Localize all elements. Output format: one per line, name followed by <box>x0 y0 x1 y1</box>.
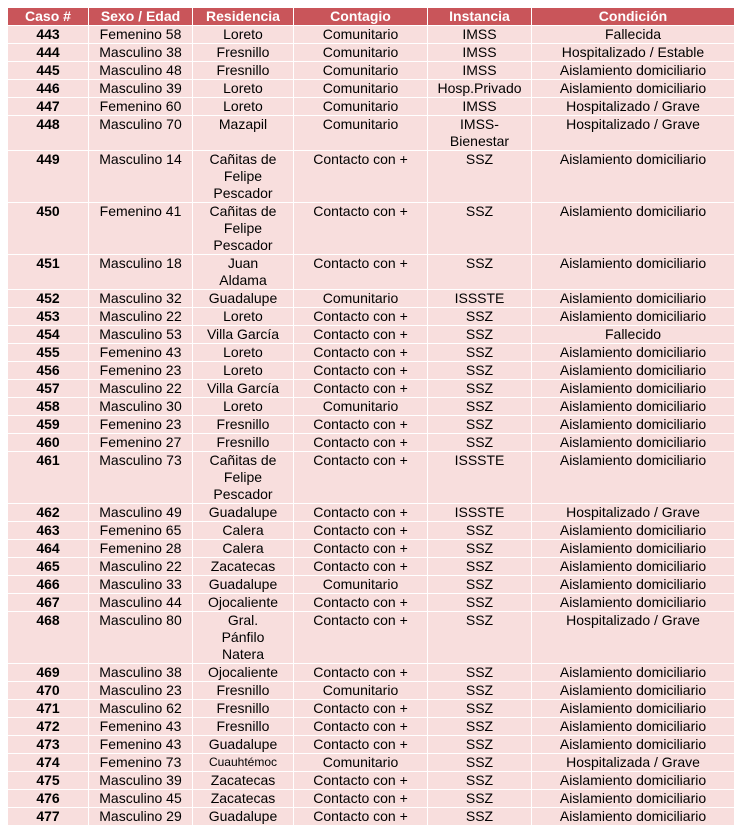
cell-condicion: Aislamiento domiciliario <box>532 434 735 452</box>
cell-condicion: Aislamiento domiciliario <box>532 62 735 80</box>
cell-caso: 447 <box>8 98 89 116</box>
table-row <box>8 416 735 434</box>
header-caso: Caso # <box>8 8 89 26</box>
cell-contagio: Contacto con + <box>294 772 428 790</box>
cell-residencia: Loreto <box>193 344 294 362</box>
cell-condicion: Aislamiento domiciliario <box>532 203 735 255</box>
cell-caso: 461 <box>8 452 89 504</box>
table-row <box>8 203 735 255</box>
table-row <box>8 308 735 326</box>
cell-residencia: Villa García <box>193 380 294 398</box>
cell-caso: 453 <box>8 308 89 326</box>
cell-caso: 466 <box>8 576 89 594</box>
cell-condicion: Hospitalizado / Grave <box>532 612 735 664</box>
cell-caso: 445 <box>8 62 89 80</box>
cell-caso: 471 <box>8 700 89 718</box>
cell-residencia: Loreto <box>193 26 294 44</box>
cell-sexo-edad: Masculino 80 <box>89 612 193 664</box>
cell-condicion: Hospitalizado / Grave <box>532 98 735 116</box>
cell-condicion: Aislamiento domiciliario <box>532 398 735 416</box>
cell-condicion: Hospitalizada / Grave <box>532 754 735 772</box>
cell-sexo-edad: Femenino 60 <box>89 98 193 116</box>
table-row <box>8 362 735 380</box>
cell-condicion: Hospitalizado / Grave <box>532 116 735 151</box>
table-header <box>8 8 735 26</box>
cell-condicion: Aislamiento domiciliario <box>532 790 735 808</box>
cell-caso: 460 <box>8 434 89 452</box>
cell-residencia: Loreto <box>193 308 294 326</box>
cell-caso: 469 <box>8 664 89 682</box>
cell-residencia: Zacatecas <box>193 790 294 808</box>
cell-contagio: Contacto con + <box>294 790 428 808</box>
cell-instancia: SSZ <box>428 736 532 754</box>
table-row <box>8 700 735 718</box>
table-row <box>8 612 735 664</box>
cell-contagio: Contacto con + <box>294 808 428 826</box>
cell-caso: 475 <box>8 772 89 790</box>
cell-caso: 448 <box>8 116 89 151</box>
cell-contagio: Contacto con + <box>294 308 428 326</box>
cell-instancia: SSZ <box>428 203 532 255</box>
cell-instancia: SSZ <box>428 808 532 826</box>
cell-sexo-edad: Masculino 38 <box>89 664 193 682</box>
cell-caso: 467 <box>8 594 89 612</box>
cell-residencia: Loreto <box>193 362 294 380</box>
cases-table-container <box>7 7 734 826</box>
cell-condicion: Aislamiento domiciliario <box>532 416 735 434</box>
cell-condicion: Aislamiento domiciliario <box>532 682 735 700</box>
table-row <box>8 808 735 826</box>
cell-condicion: Aislamiento domiciliario <box>532 344 735 362</box>
cell-contagio: Contacto con + <box>294 362 428 380</box>
cell-residencia: Mazapil <box>193 116 294 151</box>
cell-instancia: SSZ <box>428 612 532 664</box>
cell-residencia: Zacatecas <box>193 558 294 576</box>
table-row <box>8 452 735 504</box>
cell-instancia: IMSS <box>428 98 532 116</box>
header-row <box>8 8 735 26</box>
cell-contagio: Comunitario <box>294 62 428 80</box>
cell-condicion: Aislamiento domiciliario <box>532 664 735 682</box>
cell-condicion: Aislamiento domiciliario <box>532 808 735 826</box>
cell-residencia: Guadalupe <box>193 808 294 826</box>
cell-instancia: ISSSTE <box>428 290 532 308</box>
cell-contagio: Comunitario <box>294 44 428 62</box>
cell-condicion: Aislamiento domiciliario <box>532 576 735 594</box>
cell-sexo-edad: Masculino 73 <box>89 452 193 504</box>
cell-sexo-edad: Masculino 39 <box>89 772 193 790</box>
cell-condicion: Aislamiento domiciliario <box>532 736 735 754</box>
cell-caso: 476 <box>8 790 89 808</box>
cell-caso: 459 <box>8 416 89 434</box>
cell-sexo-edad: Masculino 53 <box>89 326 193 344</box>
cell-residencia: Calera <box>193 540 294 558</box>
table-row <box>8 576 735 594</box>
cell-caso: 474 <box>8 754 89 772</box>
cell-contagio: Contacto con + <box>294 255 428 290</box>
cell-caso: 462 <box>8 504 89 522</box>
cell-sexo-edad: Masculino 70 <box>89 116 193 151</box>
table-row <box>8 736 735 754</box>
cell-caso: 477 <box>8 808 89 826</box>
cell-residencia: Fresnillo <box>193 718 294 736</box>
cell-instancia: SSZ <box>428 151 532 203</box>
cell-sexo-edad: Masculino 62 <box>89 700 193 718</box>
cell-residencia: Juan Aldama <box>193 255 294 290</box>
cell-caso: 454 <box>8 326 89 344</box>
cell-contagio: Contacto con + <box>294 151 428 203</box>
cell-residencia: Guadalupe <box>193 576 294 594</box>
cell-contagio: Contacto con + <box>294 700 428 718</box>
cell-caso: 465 <box>8 558 89 576</box>
cell-caso: 449 <box>8 151 89 203</box>
cell-residencia: Loreto <box>193 398 294 416</box>
cell-instancia: SSZ <box>428 700 532 718</box>
cell-sexo-edad: Masculino 45 <box>89 790 193 808</box>
cell-instancia: IMSS- Bienestar <box>428 116 532 151</box>
cell-contagio: Contacto con + <box>294 344 428 362</box>
table-row <box>8 380 735 398</box>
header-residencia: Residencia <box>193 8 294 26</box>
cell-sexo-edad: Femenino 43 <box>89 736 193 754</box>
cases-table <box>7 7 735 826</box>
header-condicion: Condición <box>532 8 735 26</box>
cell-caso: 473 <box>8 736 89 754</box>
cell-contagio: Comunitario <box>294 754 428 772</box>
cell-instancia: SSZ <box>428 772 532 790</box>
cell-condicion: Aislamiento domiciliario <box>532 718 735 736</box>
cell-sexo-edad: Femenino 41 <box>89 203 193 255</box>
cell-residencia: Cuauhtémoc <box>193 754 294 772</box>
cell-sexo-edad: Femenino 43 <box>89 718 193 736</box>
header-sexo-edad: Sexo / Edad <box>89 8 193 26</box>
cell-condicion: Aislamiento domiciliario <box>532 308 735 326</box>
cell-sexo-edad: Masculino 33 <box>89 576 193 594</box>
cell-condicion: Hospitalizado / Estable <box>532 44 735 62</box>
cell-contagio: Contacto con + <box>294 416 428 434</box>
table-row <box>8 558 735 576</box>
header-instancia: Instancia <box>428 8 532 26</box>
cell-instancia: IMSS <box>428 26 532 44</box>
cell-residencia: Guadalupe <box>193 290 294 308</box>
cell-residencia: Gral. Pánfilo Natera <box>193 612 294 664</box>
cell-condicion: Aislamiento domiciliario <box>532 290 735 308</box>
cell-contagio: Comunitario <box>294 116 428 151</box>
cell-instancia: IMSS <box>428 44 532 62</box>
cell-residencia: Zacatecas <box>193 772 294 790</box>
cell-sexo-edad: Masculino 29 <box>89 808 193 826</box>
cell-sexo-edad: Masculino 14 <box>89 151 193 203</box>
table-row <box>8 522 735 540</box>
cell-instancia: SSZ <box>428 522 532 540</box>
cell-residencia: Fresnillo <box>193 434 294 452</box>
cell-sexo-edad: Masculino 30 <box>89 398 193 416</box>
cell-sexo-edad: Masculino 22 <box>89 308 193 326</box>
cell-sexo-edad: Femenino 73 <box>89 754 193 772</box>
table-row <box>8 772 735 790</box>
cell-caso: 468 <box>8 612 89 664</box>
table-row <box>8 594 735 612</box>
table-row <box>8 62 735 80</box>
cell-caso: 444 <box>8 44 89 62</box>
cell-condicion: Aislamiento domiciliario <box>532 255 735 290</box>
cell-instancia: Hosp.Privado <box>428 80 532 98</box>
cell-condicion: Aislamiento domiciliario <box>532 772 735 790</box>
cell-sexo-edad: Masculino 22 <box>89 558 193 576</box>
cell-caso: 451 <box>8 255 89 290</box>
cell-caso: 455 <box>8 344 89 362</box>
table-row <box>8 718 735 736</box>
cell-condicion: Aislamiento domiciliario <box>532 380 735 398</box>
cell-contagio: Contacto con + <box>294 664 428 682</box>
cell-condicion: Aislamiento domiciliario <box>532 151 735 203</box>
cell-caso: 456 <box>8 362 89 380</box>
table-body <box>8 26 735 826</box>
cell-sexo-edad: Masculino 32 <box>89 290 193 308</box>
cell-residencia: Ojocaliente <box>193 664 294 682</box>
cell-condicion: Aislamiento domiciliario <box>532 700 735 718</box>
cell-sexo-edad: Masculino 48 <box>89 62 193 80</box>
cell-residencia: Villa García <box>193 326 294 344</box>
cell-instancia: SSZ <box>428 362 532 380</box>
cell-instancia: SSZ <box>428 540 532 558</box>
table-row <box>8 790 735 808</box>
table-row <box>8 326 735 344</box>
cell-instancia: SSZ <box>428 790 532 808</box>
cell-condicion: Aislamiento domiciliario <box>532 540 735 558</box>
table-row <box>8 664 735 682</box>
cell-contagio: Contacto con + <box>294 504 428 522</box>
cell-instancia: SSZ <box>428 434 532 452</box>
cell-sexo-edad: Masculino 39 <box>89 80 193 98</box>
cell-contagio: Contacto con + <box>294 540 428 558</box>
cell-sexo-edad: Masculino 18 <box>89 255 193 290</box>
cell-instancia: SSZ <box>428 416 532 434</box>
cell-sexo-edad: Femenino 23 <box>89 416 193 434</box>
cell-residencia: Calera <box>193 522 294 540</box>
cell-condicion: Fallecida <box>532 26 735 44</box>
cell-contagio: Contacto con + <box>294 594 428 612</box>
table-row <box>8 434 735 452</box>
cell-caso: 472 <box>8 718 89 736</box>
cell-instancia: SSZ <box>428 682 532 700</box>
cell-contagio: Contacto con + <box>294 434 428 452</box>
cell-contagio: Comunitario <box>294 290 428 308</box>
cell-sexo-edad: Masculino 22 <box>89 380 193 398</box>
cell-contagio: Contacto con + <box>294 612 428 664</box>
cell-contagio: Contacto con + <box>294 558 428 576</box>
cell-contagio: Comunitario <box>294 576 428 594</box>
cell-residencia: Fresnillo <box>193 416 294 434</box>
cell-condicion: Aislamiento domiciliario <box>532 362 735 380</box>
table-row <box>8 151 735 203</box>
cell-caso: 443 <box>8 26 89 44</box>
table-row <box>8 44 735 62</box>
table-row <box>8 682 735 700</box>
cell-instancia: ISSSTE <box>428 452 532 504</box>
table-row <box>8 398 735 416</box>
cell-condicion: Aislamiento domiciliario <box>532 80 735 98</box>
cell-contagio: Contacto con + <box>294 452 428 504</box>
cell-contagio: Comunitario <box>294 80 428 98</box>
table-row <box>8 504 735 522</box>
cell-caso: 470 <box>8 682 89 700</box>
cell-sexo-edad: Femenino 27 <box>89 434 193 452</box>
cell-contagio: Contacto con + <box>294 718 428 736</box>
cell-caso: 450 <box>8 203 89 255</box>
cell-condicion: Aislamiento domiciliario <box>532 522 735 540</box>
cell-sexo-edad: Masculino 44 <box>89 594 193 612</box>
table-row <box>8 80 735 98</box>
cell-sexo-edad: Masculino 49 <box>89 504 193 522</box>
cell-residencia: Guadalupe <box>193 504 294 522</box>
cell-contagio: Comunitario <box>294 26 428 44</box>
cell-condicion: Aislamiento domiciliario <box>532 558 735 576</box>
cell-sexo-edad: Femenino 65 <box>89 522 193 540</box>
cell-contagio: Comunitario <box>294 98 428 116</box>
cell-sexo-edad: Masculino 38 <box>89 44 193 62</box>
header-contagio: Contagio <box>294 8 428 26</box>
cell-residencia: Fresnillo <box>193 682 294 700</box>
cell-residencia: Loreto <box>193 98 294 116</box>
cell-instancia: SSZ <box>428 398 532 416</box>
cell-instancia: SSZ <box>428 718 532 736</box>
cell-instancia: SSZ <box>428 754 532 772</box>
cell-residencia: Ojocaliente <box>193 594 294 612</box>
table-row <box>8 255 735 290</box>
cell-contagio: Contacto con + <box>294 326 428 344</box>
cell-instancia: SSZ <box>428 380 532 398</box>
cell-condicion: Aislamiento domiciliario <box>532 452 735 504</box>
cell-instancia: SSZ <box>428 308 532 326</box>
cell-instancia: SSZ <box>428 664 532 682</box>
cell-condicion: Fallecido <box>532 326 735 344</box>
cell-residencia: Cañitas de Felipe Pescador <box>193 203 294 255</box>
cell-residencia: Loreto <box>193 80 294 98</box>
cell-instancia: SSZ <box>428 576 532 594</box>
cell-caso: 458 <box>8 398 89 416</box>
cell-residencia: Fresnillo <box>193 44 294 62</box>
cell-instancia: SSZ <box>428 594 532 612</box>
cell-contagio: Contacto con + <box>294 736 428 754</box>
cell-instancia: SSZ <box>428 344 532 362</box>
cell-instancia: IMSS <box>428 62 532 80</box>
table-row <box>8 754 735 772</box>
cell-sexo-edad: Femenino 43 <box>89 344 193 362</box>
cell-contagio: Contacto con + <box>294 522 428 540</box>
cell-caso: 464 <box>8 540 89 558</box>
cell-contagio: Contacto con + <box>294 380 428 398</box>
table-row <box>8 540 735 558</box>
cell-caso: 446 <box>8 80 89 98</box>
cell-instancia: ISSSTE <box>428 504 532 522</box>
cell-sexo-edad: Femenino 23 <box>89 362 193 380</box>
table-row <box>8 98 735 116</box>
cell-caso: 452 <box>8 290 89 308</box>
cell-contagio: Comunitario <box>294 682 428 700</box>
cell-condicion: Hospitalizado / Grave <box>532 504 735 522</box>
table-row <box>8 26 735 44</box>
cell-residencia: Cañitas de Felipe Pescador <box>193 452 294 504</box>
cell-sexo-edad: Femenino 58 <box>89 26 193 44</box>
cell-instancia: SSZ <box>428 326 532 344</box>
cell-sexo-edad: Masculino 23 <box>89 682 193 700</box>
table-row <box>8 344 735 362</box>
cell-instancia: SSZ <box>428 255 532 290</box>
cell-residencia: Fresnillo <box>193 700 294 718</box>
cell-caso: 457 <box>8 380 89 398</box>
cell-caso: 463 <box>8 522 89 540</box>
cell-instancia: SSZ <box>428 558 532 576</box>
cell-sexo-edad: Femenino 28 <box>89 540 193 558</box>
cell-contagio: Contacto con + <box>294 203 428 255</box>
cell-condicion: Aislamiento domiciliario <box>532 594 735 612</box>
table-row <box>8 290 735 308</box>
cell-contagio: Comunitario <box>294 398 428 416</box>
cell-residencia: Guadalupe <box>193 736 294 754</box>
cell-residencia: Fresnillo <box>193 62 294 80</box>
cell-residencia: Cañitas de Felipe Pescador <box>193 151 294 203</box>
table-row <box>8 116 735 151</box>
